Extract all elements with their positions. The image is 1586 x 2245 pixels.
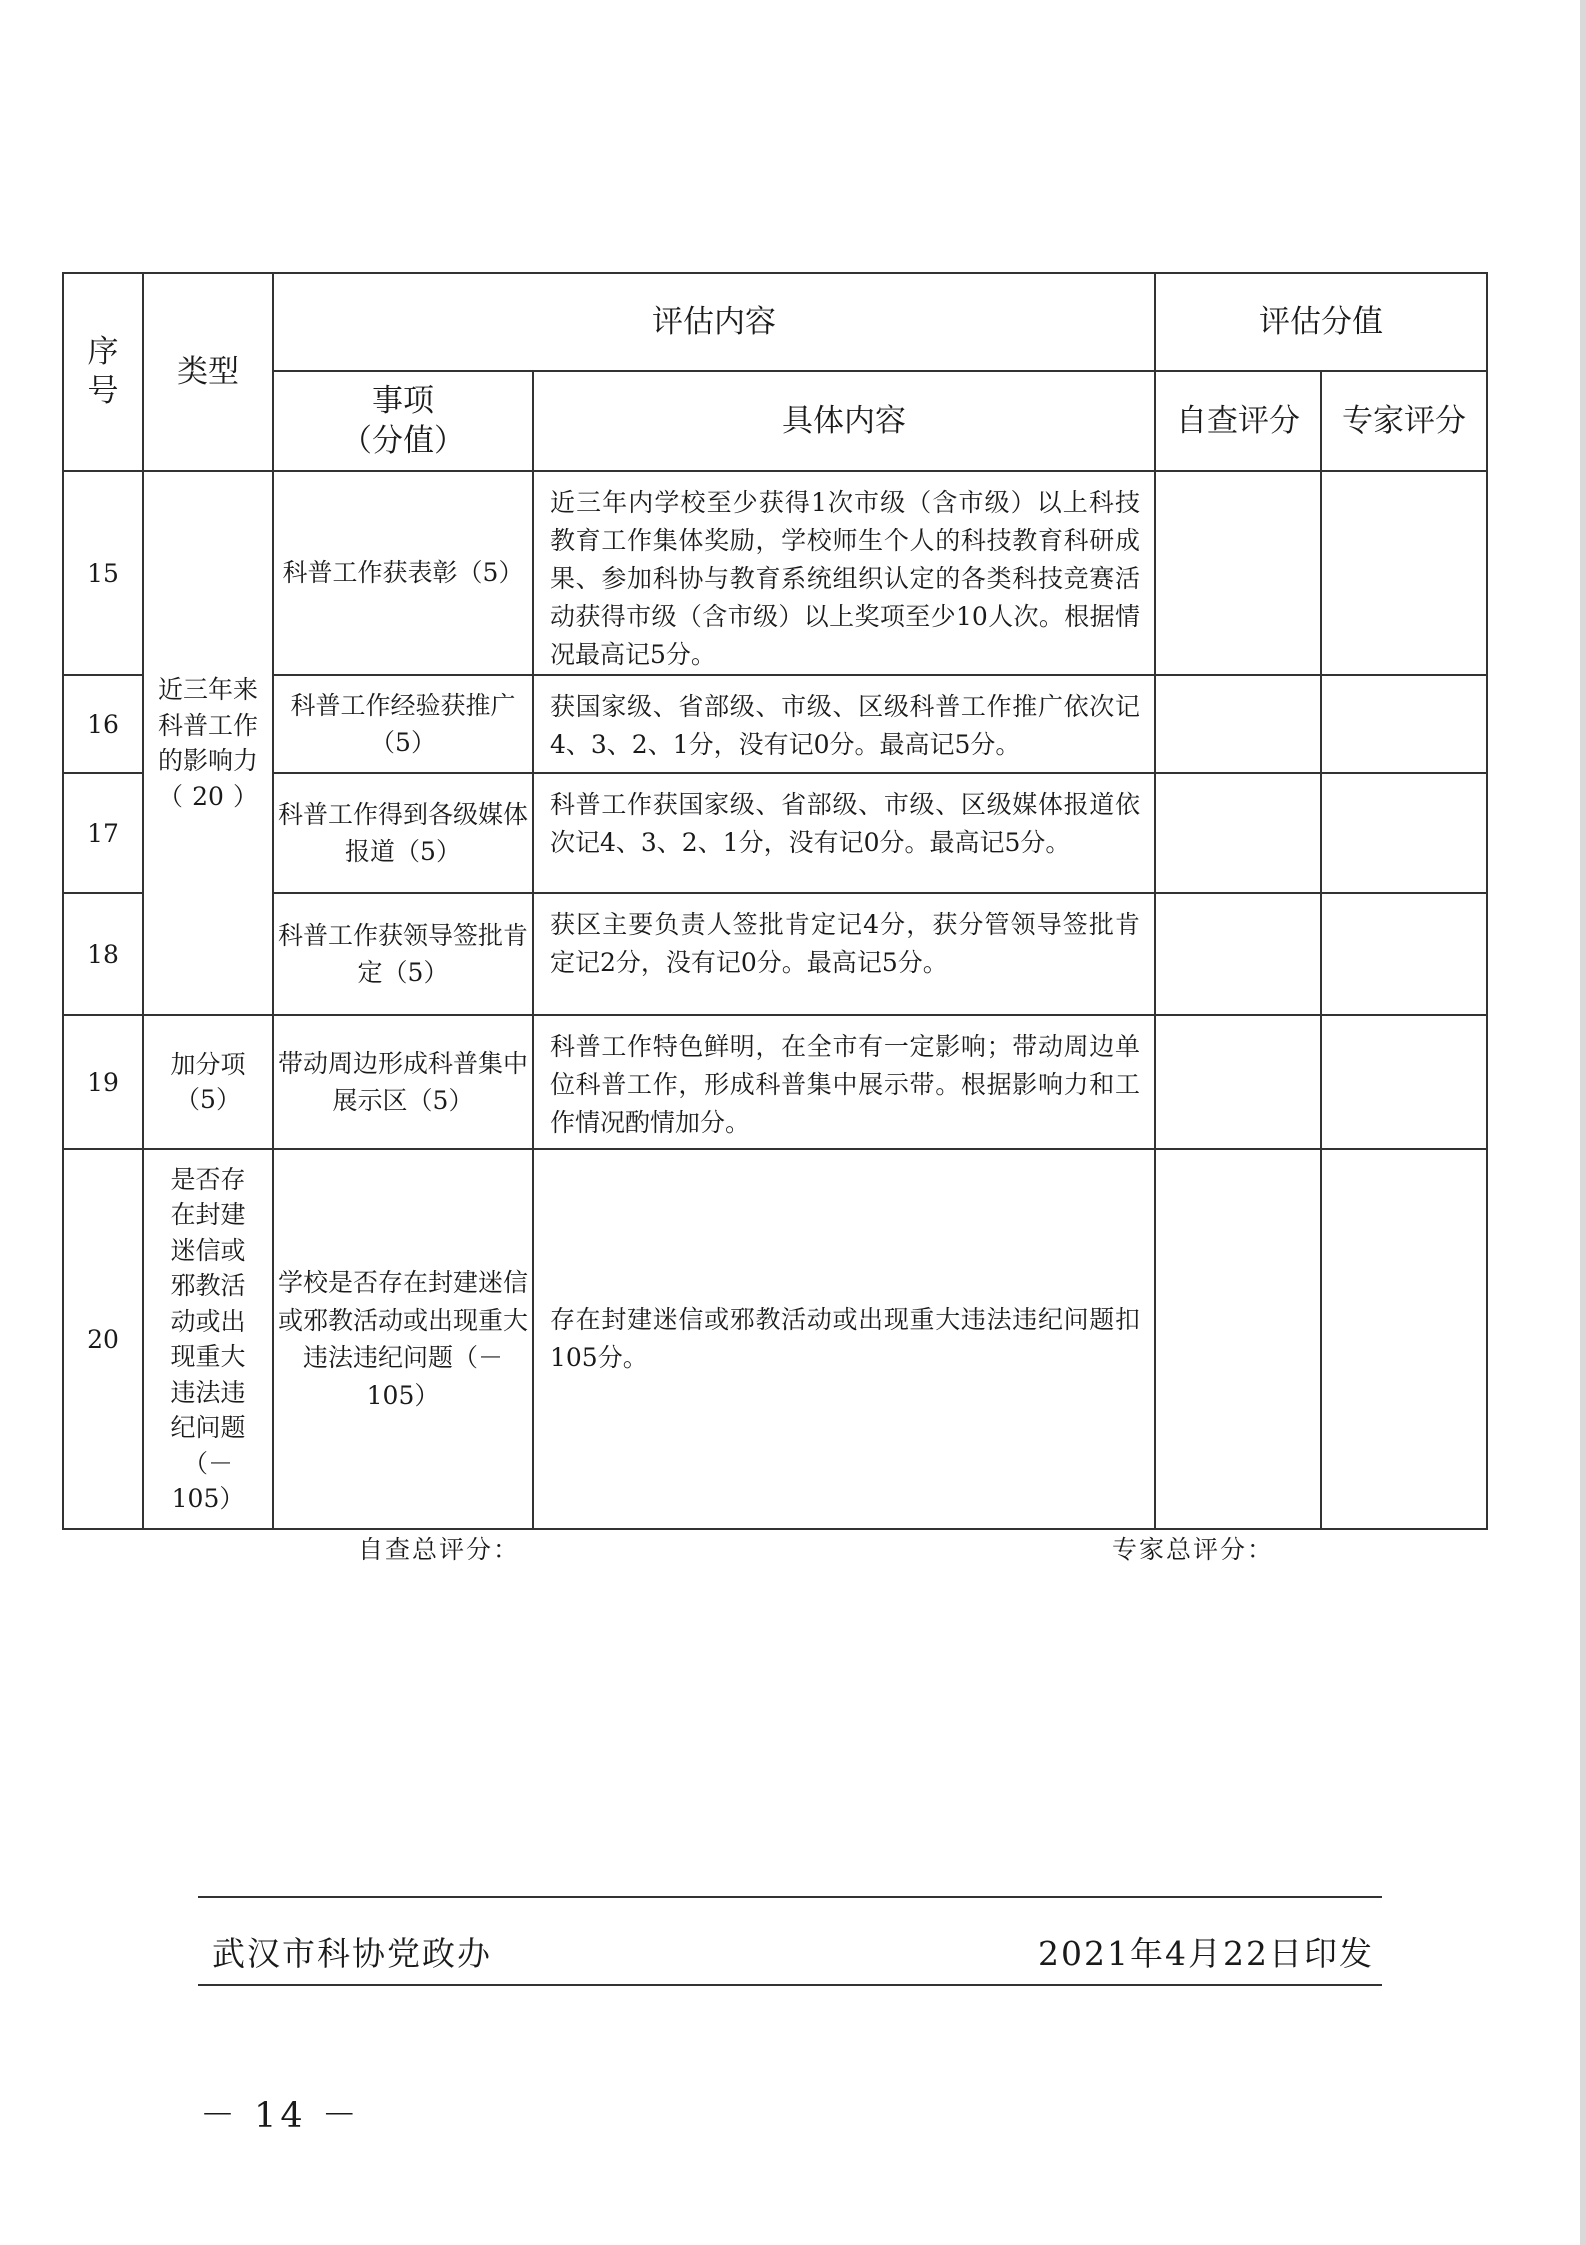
table-row <box>63 773 1487 893</box>
footer-bottom-rule <box>198 1984 1382 1986</box>
scan-edge <box>1580 0 1586 2245</box>
header-item-line1: 事项 <box>372 382 434 419</box>
row-expert-score-cell[interactable] <box>1321 1015 1487 1149</box>
row-detail: 获区主要负责人签批肯定记4分，获分管领导签批肯定记2分，没有记0分。最高记5分。 <box>533 893 1155 1015</box>
row-seq: 15 <box>63 471 143 675</box>
header-eval-content: 评估内容 <box>273 273 1155 371</box>
header-seq: 序号 <box>63 273 143 471</box>
header-eval-score: 评估分值 <box>1155 273 1487 371</box>
row-seq: 19 <box>63 1015 143 1149</box>
footer-date: 2021年4月22日印发 <box>1038 1934 1374 1973</box>
row-expert-score-cell[interactable] <box>1321 773 1487 893</box>
row-expert-score-cell[interactable] <box>1321 675 1487 773</box>
row-detail: 获国家级、省部级、市级、区级科普工作推广依次记4、3、2、1分，没有记0分。最高记5分。 <box>533 675 1155 773</box>
header-item-line2: （分值） <box>341 423 465 459</box>
row-seq: 16 <box>63 675 143 773</box>
row-type: 是否存在封建迷信或邪教活动或出现重大违法违纪问题（－105） <box>143 1149 273 1529</box>
row-expert-score-cell[interactable] <box>1321 1149 1487 1529</box>
row-self-score-cell[interactable] <box>1155 773 1321 893</box>
row-seq: 18 <box>63 893 143 1015</box>
row-item: 带动周边形成科普集中展示区（5） <box>273 1015 533 1149</box>
row-self-score-cell[interactable] <box>1155 1015 1321 1149</box>
row-item: 科普工作获领导签批肯定（5） <box>273 893 533 1015</box>
header-detail: 具体内容 <box>533 371 1155 471</box>
header-type: 类型 <box>143 273 273 471</box>
table-row <box>63 675 1487 773</box>
row-self-score-cell[interactable] <box>1155 675 1321 773</box>
row-expert-score-cell[interactable] <box>1321 893 1487 1015</box>
table-row <box>63 1149 1487 1529</box>
row-detail: 科普工作特色鲜明，在全市有一定影响；带动周边单位科普工作，形成科普集中展示带。根据影响力和工作情况酌情加分。 <box>533 1015 1155 1149</box>
header-expert-score: 专家评分 <box>1321 371 1487 471</box>
row-seq: 20 <box>63 1149 143 1529</box>
row-item: 科普工作得到各级媒体报道（5） <box>273 773 533 893</box>
row-item: 科普工作获表彰（5） <box>273 471 533 675</box>
row-self-score-cell[interactable] <box>1155 893 1321 1015</box>
row-type-influence: 近三年来科普工作的影响力（20） <box>143 471 273 1015</box>
header-row-2 <box>63 371 1487 471</box>
row-seq: 17 <box>63 773 143 893</box>
row-expert-score-cell[interactable] <box>1321 471 1487 675</box>
footer-issuer: 武汉市科协党政办 <box>212 1934 492 1973</box>
row-detail: 存在封建迷信或邪教活动或出现重大违法违纪问题扣105分。 <box>533 1149 1155 1529</box>
self-total-score-label: 自查总评分： <box>358 1535 521 1564</box>
header-self-score: 自查评分 <box>1155 371 1321 471</box>
expert-total-score-label: 专家总评分： <box>1112 1535 1275 1564</box>
row-detail: 近三年内学校至少获得1次市级（含市级）以上科技教育工作集体奖励，学校师生个人的科技教育科研成果、参加科协与教育系统组织认定的各类科技竞赛活动获得市级（含市级）以上奖项至少10人次。根据情况最高记5分。 <box>533 471 1155 675</box>
table-row <box>63 471 1487 675</box>
footer-top-rule <box>198 1896 1382 1898</box>
row-type: 加分项（5） <box>143 1015 273 1149</box>
header-item <box>273 371 533 471</box>
row-self-score-cell[interactable] <box>1155 1149 1321 1529</box>
row-item: 科普工作经验获推广（5） <box>273 675 533 773</box>
row-self-score-cell[interactable] <box>1155 471 1321 675</box>
row-detail: 科普工作获国家级、省部级、市级、区级媒体报道依次记4、3、2、1分，没有记0分。最高记5分。 <box>533 773 1155 893</box>
table-row <box>63 1015 1487 1149</box>
header-row-1 <box>63 273 1487 371</box>
page-number: － 14 － <box>200 2096 361 2136</box>
evaluation-table <box>62 272 1488 1530</box>
row-item: 学校是否存在封建迷信或邪教活动或出现重大违法违纪问题（－105） <box>273 1149 533 1529</box>
table-row <box>63 893 1487 1015</box>
